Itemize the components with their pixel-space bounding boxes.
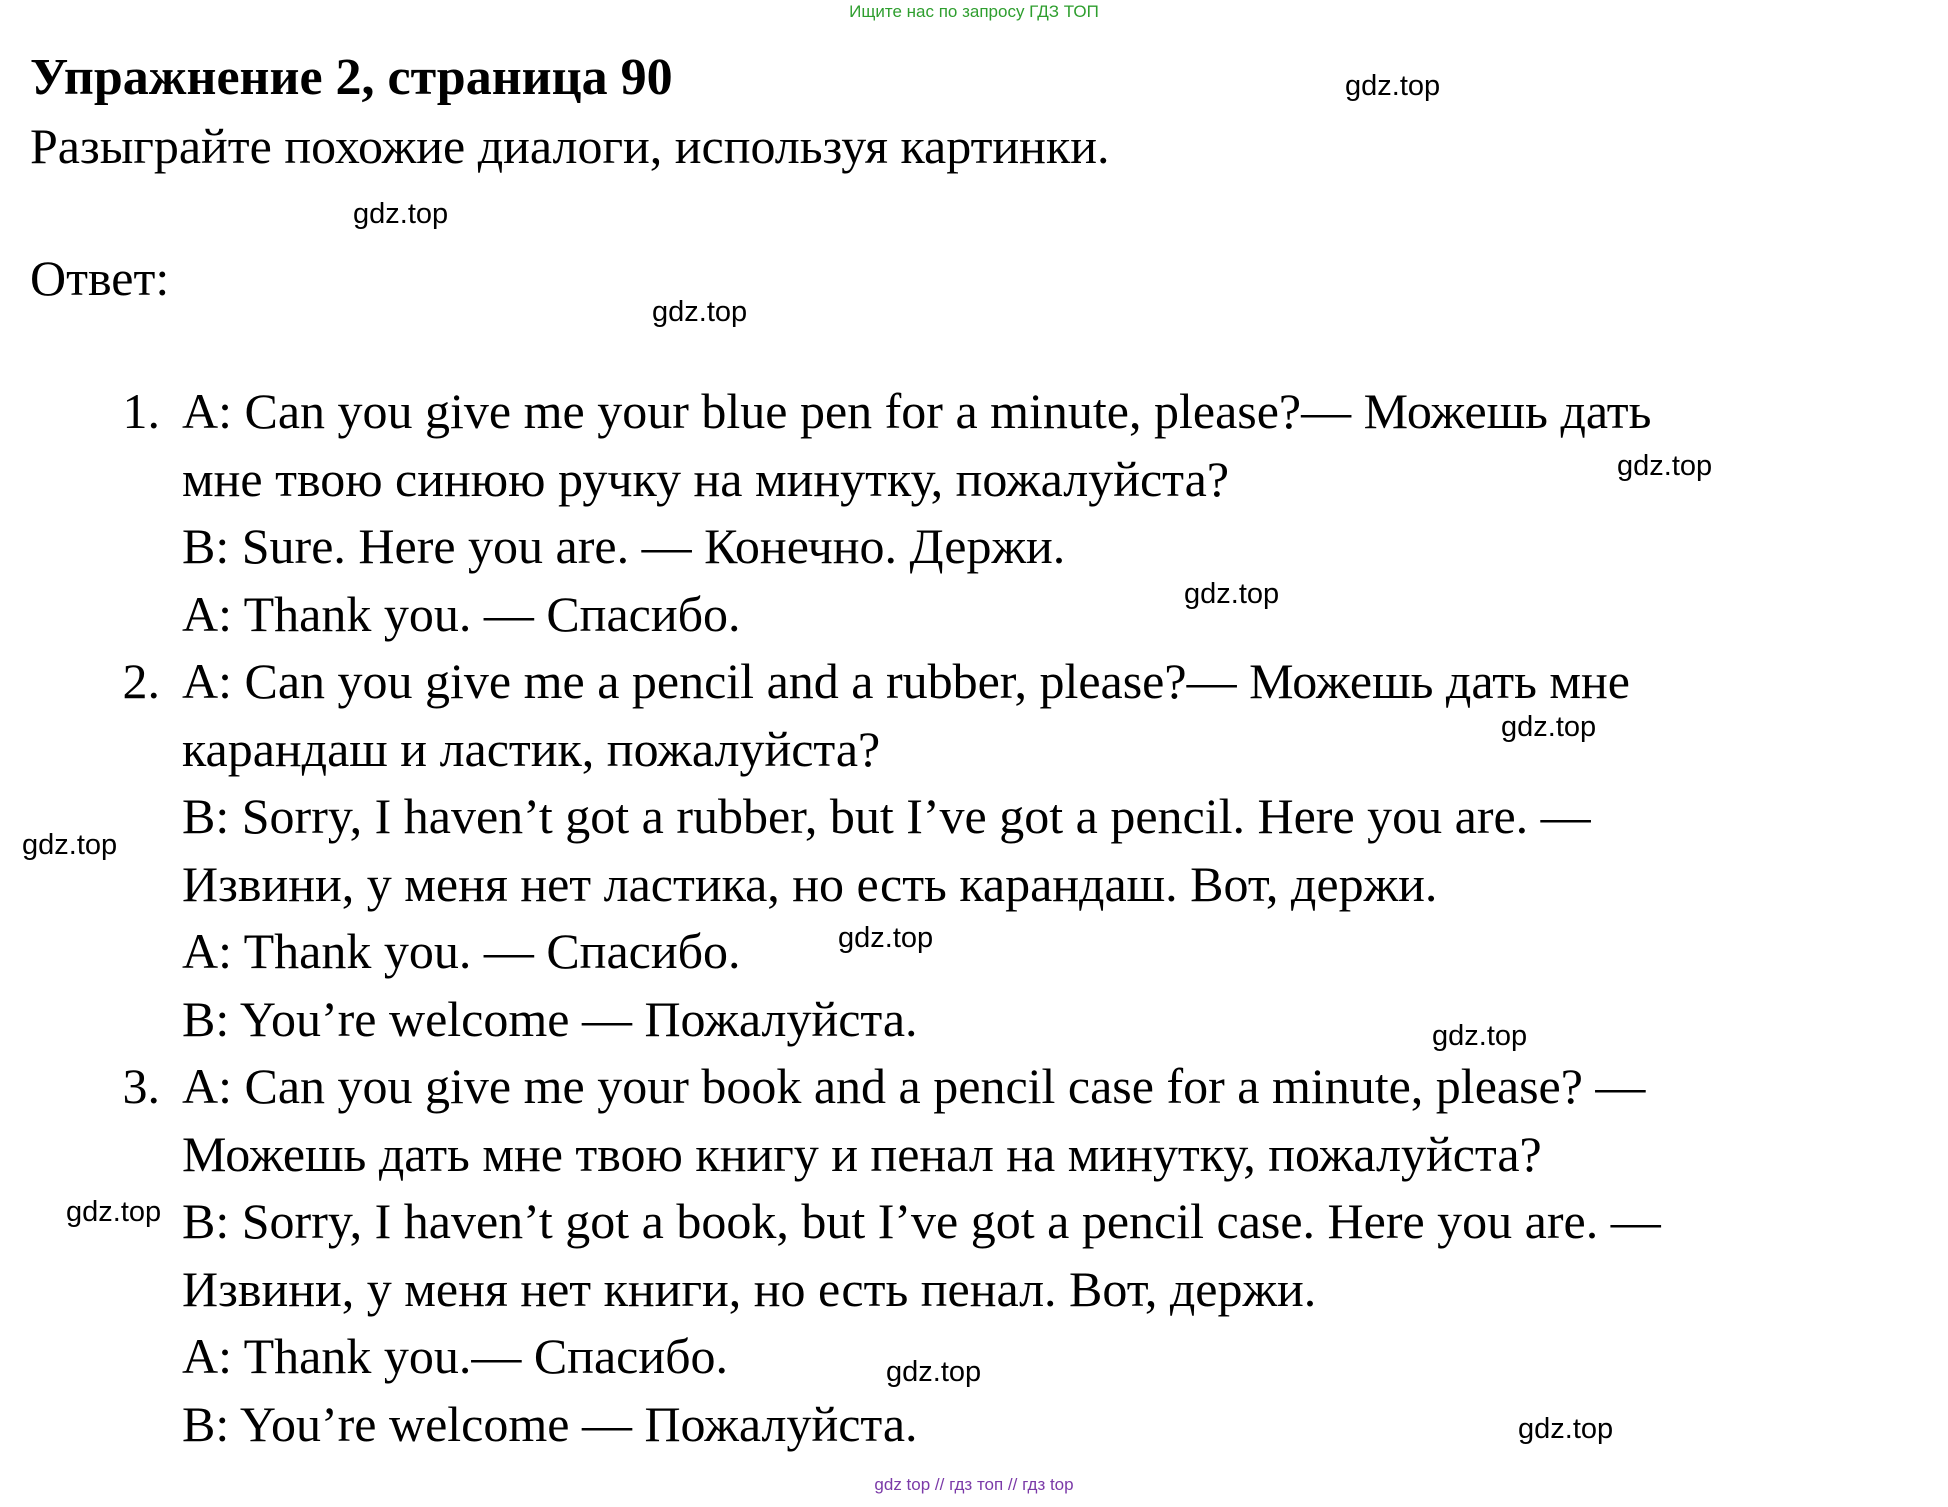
answer-list xyxy=(100,378,1940,1458)
watermark: gdz.top xyxy=(1345,70,1441,102)
watermark: gdz.top xyxy=(838,922,934,954)
dialogue-line: A: Thank you. — Спасибо. xyxy=(182,585,741,642)
exercise-instruction: Разыграйте похожие диалоги, используя картинки. xyxy=(30,118,1110,174)
watermark: gdz.top xyxy=(886,1356,982,1388)
watermark: gdz.top xyxy=(1432,1020,1528,1052)
dialogue-line: B: You’re welcome — Пожалуйста. xyxy=(182,1395,918,1452)
dialogue-line: B: Sorry, I haven’t got a book, but I’ve got a pencil case. Here you are. — xyxy=(182,1193,1661,1249)
watermark: gdz.top xyxy=(652,296,748,328)
watermark: gdz.top xyxy=(22,829,118,861)
dialogue-line: B: You’re welcome — Пожалуйста. xyxy=(182,990,918,1047)
watermark: gdz.top xyxy=(353,198,449,230)
dialogue-line: B: Sorry, I haven’t got a rubber, but I’ve got a pencil. Here you are. — xyxy=(182,788,1591,844)
item-number: 1. xyxy=(122,383,160,439)
exercise-title: Упражнение 2, страница 90 xyxy=(30,49,673,106)
footer: gdz top // гдз топ // гдз top xyxy=(874,1475,1074,1494)
dialogue-line: карандаш и ластик, пожалуйста? xyxy=(182,720,881,777)
top-banner: Ищите нас по запросу ГДЗ ТОП xyxy=(849,2,1099,21)
dialogue-line: A: Thank you. — Спасибо. xyxy=(182,923,741,979)
watermark: gdz.top xyxy=(1184,578,1280,610)
watermark: gdz.top xyxy=(1617,450,1713,482)
item-number: 2. xyxy=(122,653,160,709)
watermark: gdz.top xyxy=(66,1196,162,1228)
item-number: 3. xyxy=(122,1058,160,1114)
dialogue-line: A: Can you give me your blue pen for a minute, please?— Можешь дать xyxy=(182,383,1652,439)
dialogue-line: мне твою синюю ручку на минутку, пожалуйста? xyxy=(182,450,1230,507)
dialogue-line: A: Can you give me your book and a pencil case for a minute, please? — xyxy=(182,1058,1646,1114)
answer-item-1 xyxy=(100,378,1940,648)
watermark: gdz.top xyxy=(1518,1413,1614,1445)
watermark: gdz.top xyxy=(1501,711,1597,743)
answer-item-2 xyxy=(100,648,1940,1053)
answer-item-3 xyxy=(100,1053,1940,1458)
answer-label: Ответ: xyxy=(30,250,170,306)
dialogue-line: Можешь дать мне твою книгу и пенал на минутку, пожалуйста? xyxy=(182,1125,1542,1182)
dialogue-line: Извини, у меня нет книги, но есть пенал. Вот, держи. xyxy=(182,1260,1317,1317)
dialogue-line: A: Thank you.— Спасибо. xyxy=(182,1328,729,1384)
dialogue-line: Извини, у меня нет ластика, но есть карандаш. Вот, держи. xyxy=(182,855,1438,912)
dialogue-line: B: Sure. Here you are. — Конечно. Держи. xyxy=(182,518,1066,574)
dialogue-line: A: Can you give me a pencil and a rubber, please?— Можешь дать мне xyxy=(182,653,1630,709)
